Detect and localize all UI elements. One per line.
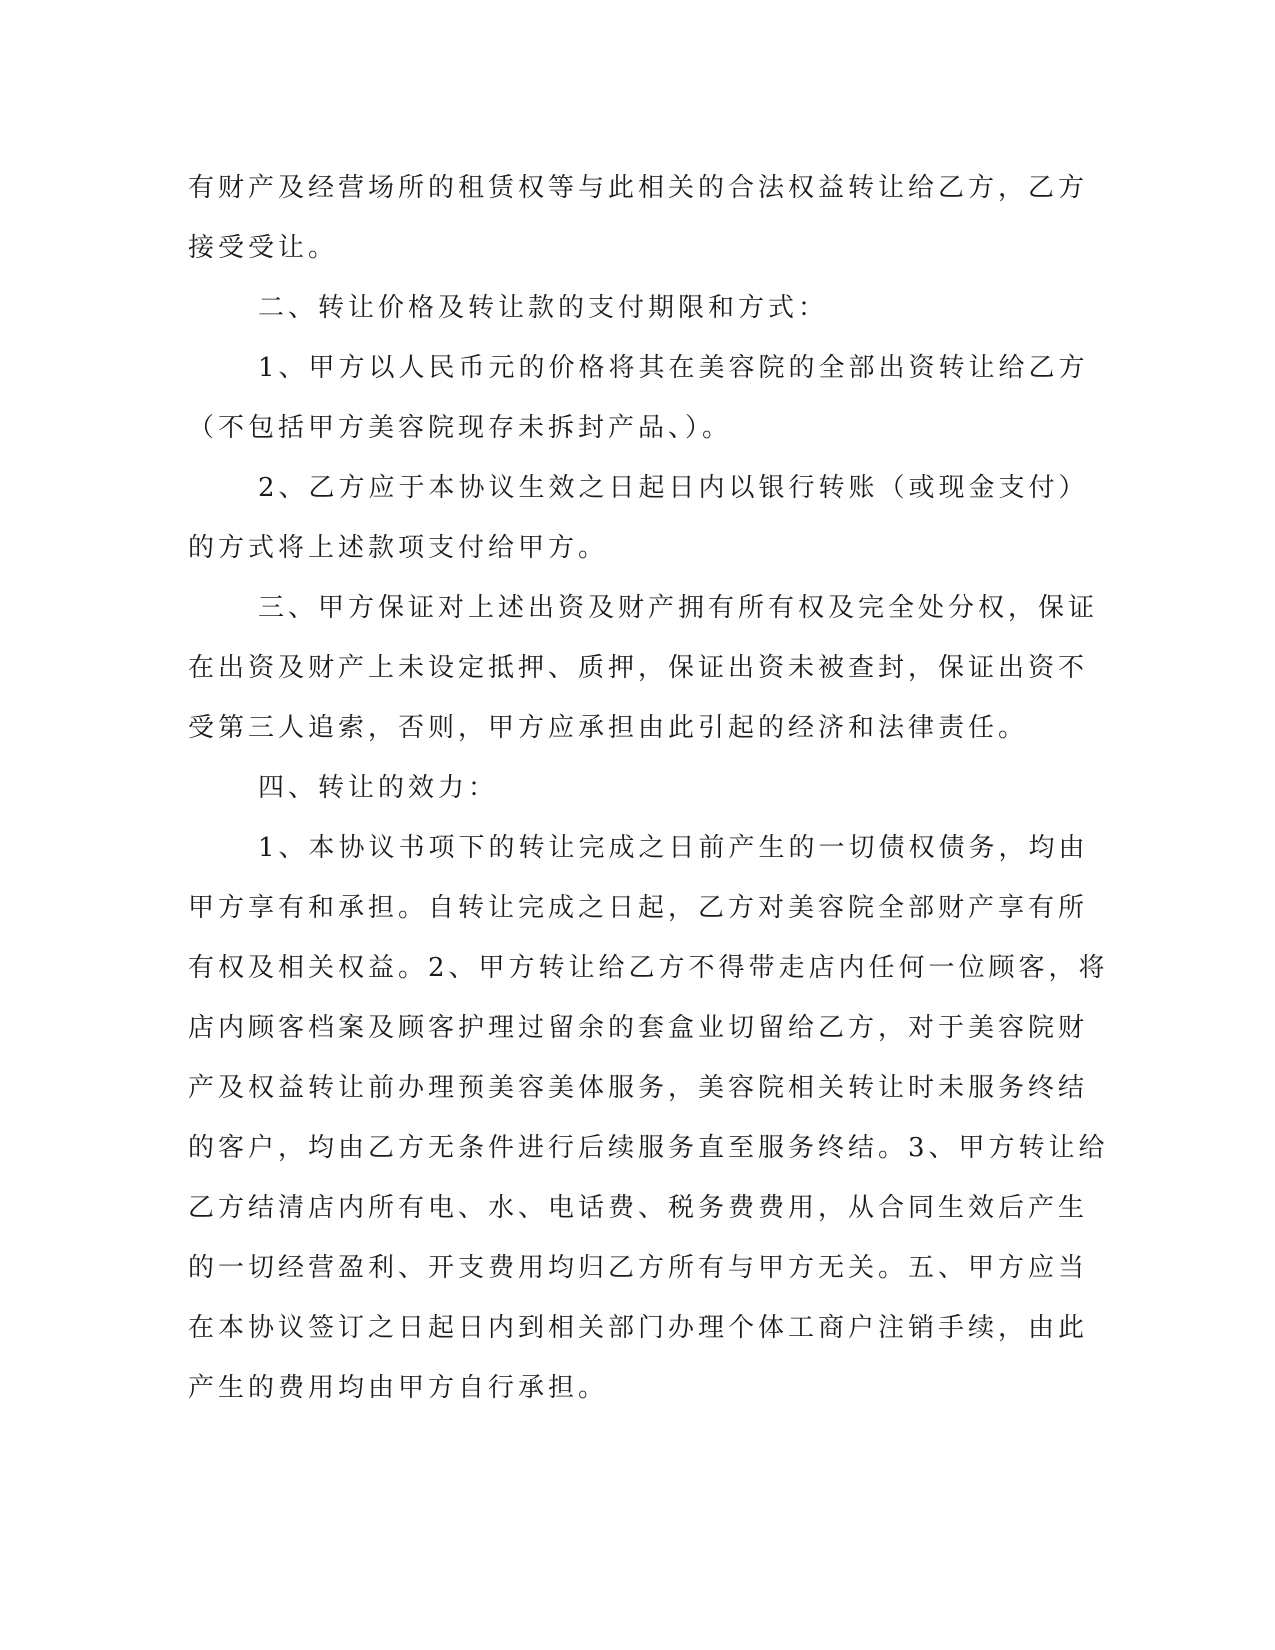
section-heading-transfer-price: 二、转让价格及转让款的支付期限和方式： <box>258 293 829 323</box>
text-line-21: 产生的费用均由甲方自行承担。 <box>188 1373 609 1403</box>
text-line-6: 2、乙方应于本协议生效之日起日内以银行转账（或现金支付） <box>258 473 1089 503</box>
text-line-1: 有财产及经营场所的租赁权等与此相关的合法权益转让给乙方，乙方 <box>188 173 1089 203</box>
text-line-10: 受第三人追索，否则，甲方应承担由此引起的经济和法律责任。 <box>188 713 1029 743</box>
text-line-2: 接受受让。 <box>188 233 339 263</box>
text-line-17: 的客户，均由乙方无条件进行后续服务直至服务终结。3、甲方转让给 <box>188 1133 1109 1163</box>
document-body <box>188 158 1109 1418</box>
text-line-14: 有权及相关权益。2、甲方转让给乙方不得带走店内任何一位顾客，将 <box>188 953 1109 983</box>
text-line-19: 的一切经营盈利、开支费用均归乙方所有与甲方无关。五、甲方应当 <box>188 1253 1089 1283</box>
text-line-9: 在出资及财产上未设定抵押、质押，保证出资未被查封，保证出资不 <box>188 653 1089 683</box>
text-line-8: 三、甲方保证对上述出资及财产拥有所有权及完全处分权，保证 <box>258 593 1099 623</box>
text-line-5: （不包括甲方美容院现存未拆封产品、）。 <box>188 413 733 443</box>
text-line-7: 的方式将上述款项支付给甲方。 <box>188 533 609 563</box>
text-line-15: 店内顾客档案及顾客护理过留余的套盒业切留给乙方，对于美容院财 <box>188 1013 1089 1043</box>
text-line-20: 在本协议签订之日起日内到相关部门办理个体工商户注销手续，由此 <box>188 1313 1089 1343</box>
text-line-18: 乙方结清店内所有电、水、电话费、税务费费用，从合同生效后产生 <box>188 1193 1089 1223</box>
section-heading-transfer-effect: 四、转让的效力： <box>258 773 499 803</box>
text-line-4: 1、甲方以人民币元的价格将其在美容院的全部出资转让给乙方 <box>258 353 1089 383</box>
text-line-13: 甲方享有和承担。自转让完成之日起，乙方对美容院全部财产享有所 <box>188 893 1089 923</box>
text-line-16: 产及权益转让前办理预美容美体服务，美容院相关转让时未服务终结 <box>188 1073 1089 1103</box>
text-line-12: 1、本协议书项下的转让完成之日前产生的一切债权债务，均由 <box>258 833 1089 863</box>
